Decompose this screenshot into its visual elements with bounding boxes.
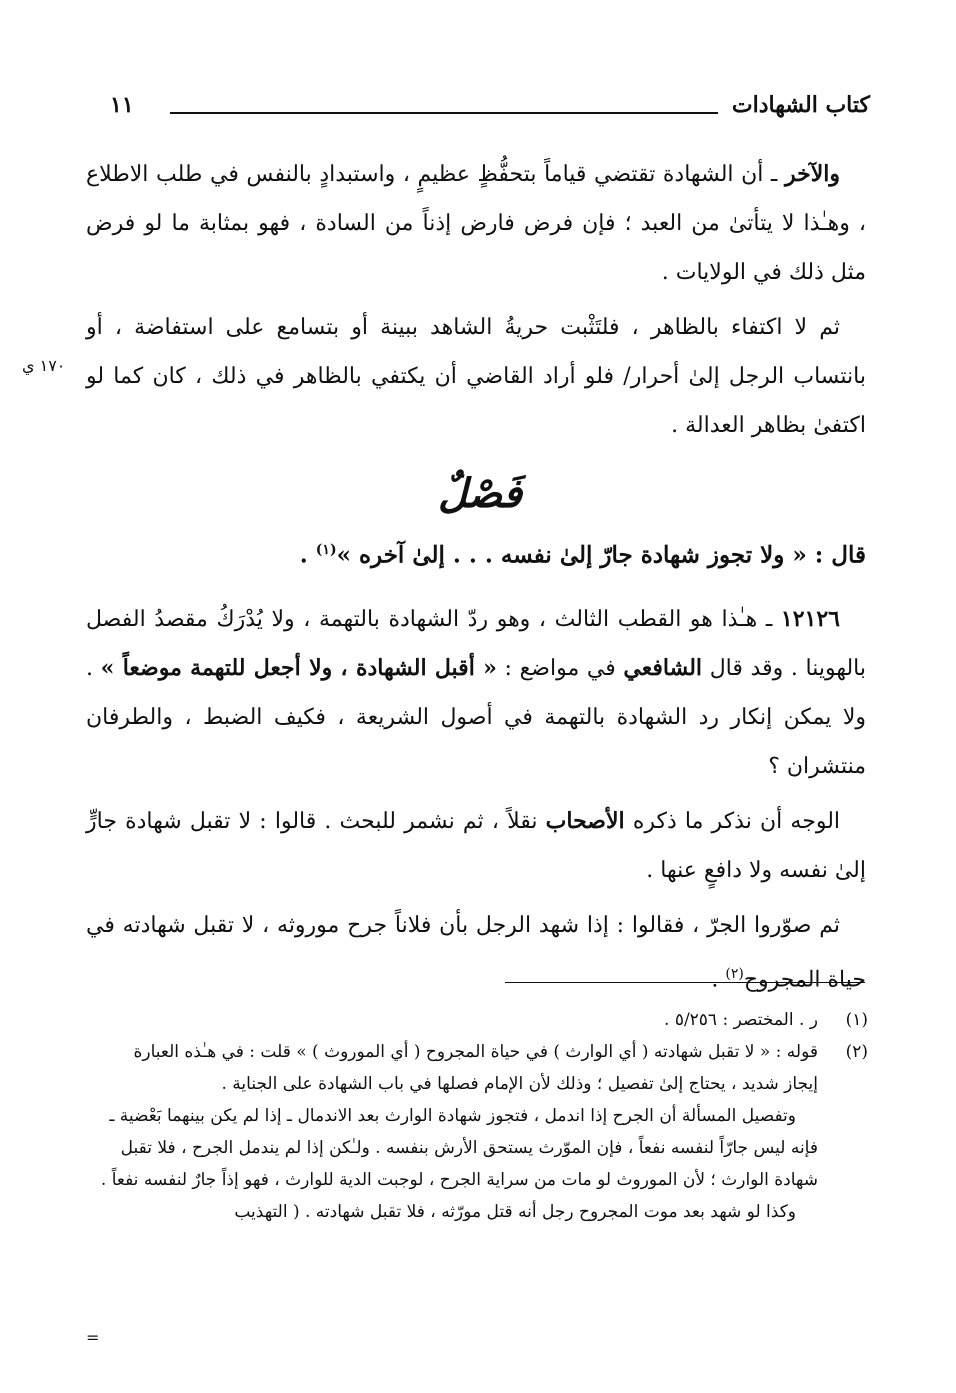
paragraph-text: ثم لا اكتفاء بالظاهر ، فلتَثْبت حريةُ الشاهد ببينة أو بتسامع على استفاضة ، أو بانتساب الرجل إلىٰ أحرار/ فلو أراد القاضي أن يكتفي بالظاهر في ذلك ، كان كما لو اكتفىٰ بظاهر العدالة . bbox=[86, 315, 866, 438]
header-rule bbox=[170, 112, 718, 114]
page-number: ١١ bbox=[110, 92, 134, 118]
footnote-2-continuation: وكذا لو شهد بعد موت المجروح رجل أنه قتل مورّثه ، فلا تقبل شهادته . ( التهذيب bbox=[234, 1202, 796, 1222]
continuation-mark: = bbox=[86, 1328, 100, 1347]
paragraph-akhar bbox=[86, 150, 866, 297]
footnote-number: (٢) bbox=[845, 1042, 868, 1062]
footnote-ref-2[interactable]: (٢) bbox=[725, 966, 744, 982]
term-ashab: الأصحاب bbox=[545, 808, 625, 834]
paragraph-number: ١٢١٢٦ bbox=[780, 606, 840, 632]
page-header bbox=[110, 92, 870, 132]
paragraph-text: الوجه أن نذكر ما ذكره bbox=[632, 809, 841, 834]
footnote-2 bbox=[100, 1036, 868, 1100]
book-title: كتاب الشهادات bbox=[731, 92, 870, 118]
section-heading-fasl: فَصْلٌ bbox=[437, 470, 523, 517]
qala-tail: . bbox=[299, 541, 316, 569]
footnote-separator bbox=[505, 982, 865, 983]
paragraph-text: في مواضع : bbox=[504, 656, 616, 681]
footnote-number: (١) bbox=[845, 1010, 868, 1030]
body-block-top bbox=[86, 150, 866, 456]
footnote-ref-1[interactable]: (١) bbox=[315, 542, 337, 558]
paragraph-text: ـ هـٰذا هو القطب الثالث ، وهو ردّ الشهادة بالتهمة ، ولا يُدْرَكُ مقصدُ الفصل بالهوينا . وقد قال bbox=[86, 607, 867, 681]
paragraph-wajh bbox=[86, 797, 866, 895]
footnotes-block bbox=[100, 1004, 868, 1228]
paragraph-text: ثم صوّروا الجرّ ، فقالوا : إذا شهد الرجل بأن فلاناً جرح موروثه ، لا تقبل شهادته في حياة المجروح bbox=[86, 913, 866, 993]
footnote-1 bbox=[100, 1004, 868, 1036]
body-block-main bbox=[86, 595, 866, 1010]
footnote-text: قوله : « لا تقبل شهادته ( أي الوارث ) في حياة المجروح ( أي الموروث ) » قلت : في هـٰذه العبارة إيجاز شديد ، يحتاج إلىٰ تفصيل ؛ وذلك لأن الإمام فصلها في باب الشهادة على الجناية . bbox=[133, 1042, 818, 1094]
paragraph-text: ـ أن الشهادة تقتضي قياماً بتحفُّظٍ عظيمٍ ، واستبدادٍ بالنفس في طلب الاطلاع ، وهـٰذا لا يتأتىٰ من العبد ؛ فإن فرض فارض إذناً من السادة ، فهو بمثابة ما لو فرض مثل ذلك في الولايات . bbox=[86, 162, 866, 285]
qala-text: قال : « ولا تجوز شهادة جارّ إلىٰ نفسه . . . إلىٰ آخره » bbox=[336, 541, 866, 569]
paragraph-iktifa bbox=[86, 303, 866, 450]
paragraph-text: نقلاً ، ثم نشمر للبحث . قالوا : لا تقبل شهادة جارٍّ إلىٰ نفسه ولا دافعٍ عنها . bbox=[86, 809, 866, 883]
quoted-saying: « أقبل الشهادة ، ولا أجعل للتهمة موضعاً » bbox=[100, 655, 497, 681]
paragraph-12126 bbox=[86, 595, 866, 791]
paragraph-tail: . bbox=[711, 967, 726, 993]
footnote-text: ر . المختصر : ٥/٢٥٦ . bbox=[664, 1010, 818, 1030]
qala-line bbox=[106, 530, 866, 576]
footnote-2-continuation: وتفصيل المسألة أن الجرح إذا اندمل ، فتجوز شهادة الوارث بعد الاندمال ـ إذا لم يكن بينهما بَعْضية ـ فإنه ليس جارّاً لنفسه نفعاً ، فإن الموّرث يستحق الأرش بنفسه . ولـٰكن إذا لم يندمل الجرح ، فلا تقبل شهادة الوارث ؛ لأن الموروث لو مات من سراية الجرح ، لوجبت الدية للوارث ، فهو إذاً جارٌ لنفسه نفعاً . bbox=[100, 1106, 818, 1190]
name-shafii: الشافعي bbox=[623, 655, 703, 681]
paragraph-text: . ولا يمكن إنكار رد الشهادة بالتهمة في أصول الشريعة ، فكيف الضبط ، والطرفان منتشران ؟ bbox=[86, 656, 866, 779]
paragraph-lead-word: والآخر bbox=[784, 161, 841, 187]
paragraph-thumma bbox=[86, 901, 866, 1004]
margin-folio-note: ١٧٠ ي bbox=[22, 356, 66, 375]
